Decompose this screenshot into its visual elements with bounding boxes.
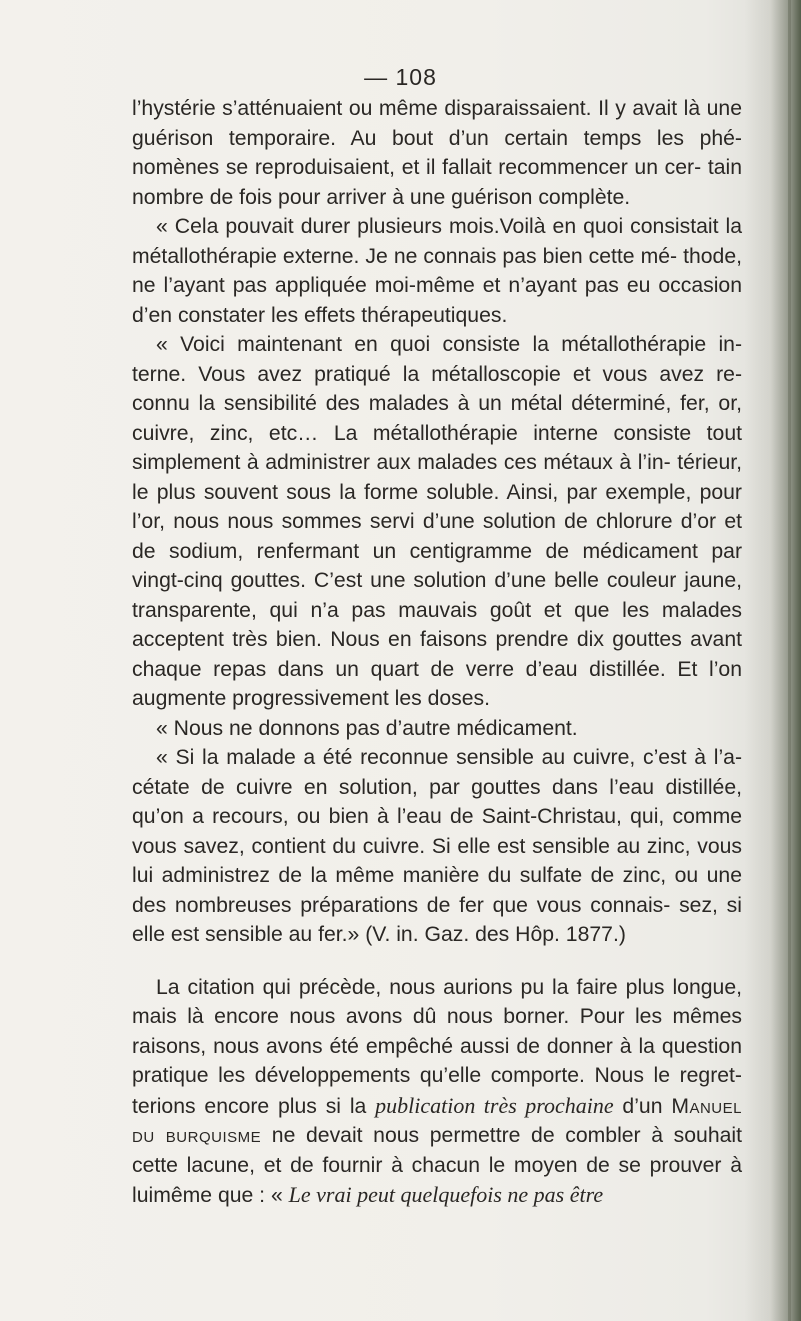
italic-publication-phrase: publication très prochaine: [375, 1092, 614, 1118]
paragraph-6: [132, 973, 742, 1211]
paragraph-5: « Si la malade a été reconnue sensible au cuivre, c’est à l’a- cétate de cuivre en solution, par gouttes dans l’eau distillée, qu’on a recours, ou bien à l’eau de Saint-Christau, qui, comme vous savez, contient du cuivre. Si elle est sensible au zinc, vous lui administrez de la même manière du sulfate de zinc, ou une des nombreuses préparations de fer que vous connais- sez, si elle est sensible au fer.» (V. in. Gaz. des Hôp. 1877.): [132, 746, 742, 946]
paragraph-2: « Cela pouvait durer plusieurs mois.Voilà en quoi consistait la métallothérapie externe. Je ne connais pas bien cette mé- thode, ne l’ayant pas appliquée moi-même et n’ayant pas eu occasion d’en constater les effets thérapeutiques.: [132, 215, 742, 327]
page-binding-edge: [788, 0, 791, 1321]
paragraph-6-text-middle: d’un: [613, 1094, 672, 1118]
paragraph-4: « Nous ne donnons pas d’autre médicament.: [156, 716, 578, 740]
paragraph-3: « Voici maintenant en quoi consiste la métallothérapie in- terne. Vous avez pratiqué la métalloscopie et vous avez re- connu la sensibilité des malades à un métal déterminé, fer, or, cuivre, zinc, etc… La métallothérapie interne consiste tout simplement à administrer aux malades ces métaux à l’in- térieur, le plus souvent sous la forme soluble. Ainsi, par exemple, pour l’or, nous nous sommes servi d’une solution de chlorure d’or et de sodium, renfermant un centigramme de médicament par vingt-cinq gouttes. C’est une solution d’une belle couleur jaune, transparente, qui n’a pas mauvais goût et que les malades acceptent très bien. Nous en faisons prendre dix gouttes avant chaque repas dans un quart de verre d’eau distillée. Et l’on augmente progressivement les doses.: [132, 333, 742, 710]
paragraph-6-text-before: La citation qui précède, nous aurions pu la faire plus longue, mais là encore nous avons dû nous borner. Pour les mêmes raisons, nous avons été empêché aussi de donner à la question pratique les développements qu’elle comporte. Nous le regret- terions encore plus si la: [132, 975, 742, 1118]
body-text: [132, 94, 742, 1211]
page-edge-shadow: [745, 0, 801, 1321]
italic-quote: Le vrai peut quelquefois ne pas être: [288, 1182, 604, 1207]
manuel-title: Manuel du burquisme: [132, 1094, 742, 1147]
page-number: — 108: [364, 64, 437, 90]
paragraph-6-text-after: ne devait nous permettre de combler à souhait cette lacune, et de fournir à chacun le moyen de se prouver à luimême que : «: [132, 1124, 742, 1207]
paragraph-1: l’hystérie s’atténuaient ou même disparaissaient. Il y avait là une guérison temporaire. Au bout d’un certain temps les phé- nomènes se reproduisaient, et il fallait recommencer un cer- tain nombre de fois pour arriver à une guérison complète.: [132, 97, 742, 209]
